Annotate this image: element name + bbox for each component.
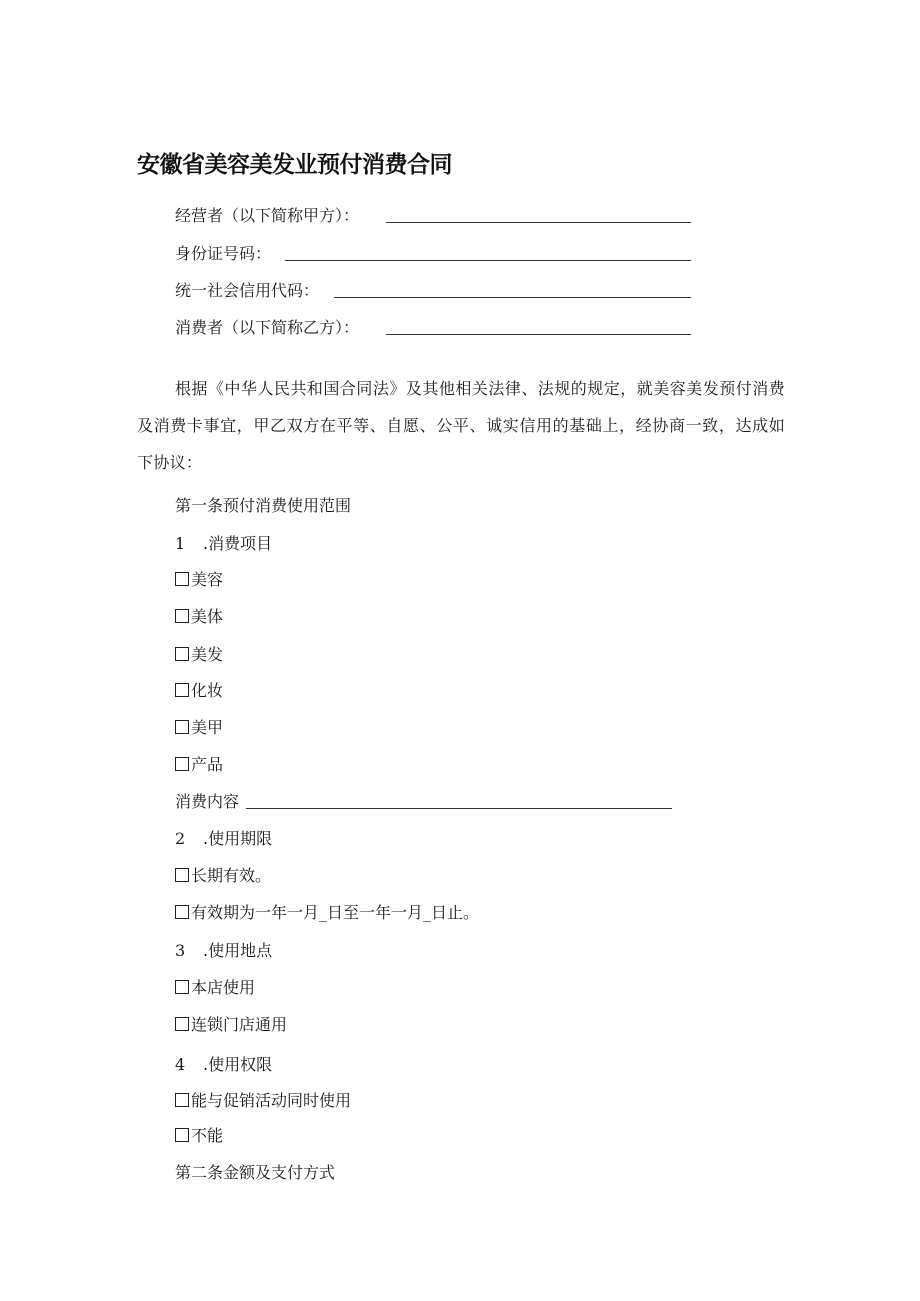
checkbox-icon[interactable] xyxy=(175,1017,189,1031)
consumer-field[interactable] xyxy=(386,334,691,335)
section1-title: .消费项目 xyxy=(203,534,273,553)
consumer-label: 消费者（以下简称乙方）： xyxy=(175,318,360,337)
option-label: 美甲 xyxy=(191,718,224,737)
checkbox-icon[interactable] xyxy=(175,609,189,623)
option-label: 能与促销活动同时使用 xyxy=(191,1091,352,1110)
preamble-paragraph: 根据《中华人民共和国合同法》及其他相关法律、法规的规定，就美容美发预付消费及消费卡事宜，甲乙双方在平等、自愿、公平、诚实信用的基础上，经协商一致，达成如下协议： xyxy=(137,379,785,472)
checkbox-icon[interactable] xyxy=(175,683,189,697)
option-label: 本店使用 xyxy=(191,978,256,997)
section3-heading xyxy=(175,941,272,961)
checkbox-icon[interactable] xyxy=(175,720,189,734)
article1-heading: 第一条预付消费使用范围 xyxy=(175,496,352,515)
option-item[interactable] xyxy=(175,645,223,665)
section2-number: 2 xyxy=(175,829,186,848)
checkbox-icon[interactable] xyxy=(175,757,189,771)
article2-heading: 第二条金额及支付方式 xyxy=(175,1163,336,1182)
operator-label: 经营者（以下简称甲方）： xyxy=(175,206,360,225)
section4-heading xyxy=(175,1055,272,1075)
section2-heading xyxy=(175,829,272,849)
option-item[interactable] xyxy=(175,718,223,738)
option-label: 连锁门店通用 xyxy=(191,1015,288,1034)
option-item[interactable] xyxy=(175,978,255,998)
section3-title: .使用地点 xyxy=(203,941,273,960)
option-item[interactable] xyxy=(175,903,479,923)
option-item[interactable] xyxy=(175,1015,287,1035)
option-label: 有效期为一年一月_日至一年一月_日止。 xyxy=(191,903,480,922)
operator-field[interactable] xyxy=(386,222,691,223)
checkbox-icon[interactable] xyxy=(175,1128,189,1142)
credit-code-label: 统一社会信用代码： xyxy=(175,281,320,300)
checkbox-icon[interactable] xyxy=(175,647,189,661)
section1-number: 1 xyxy=(175,534,186,553)
section1-heading xyxy=(175,534,272,554)
option-item[interactable] xyxy=(175,866,271,886)
page-title: 安徽省美容美发业预付消费合同 xyxy=(137,152,452,178)
option-item[interactable] xyxy=(175,755,223,775)
checkbox-icon[interactable] xyxy=(175,572,189,586)
option-item[interactable] xyxy=(175,681,223,701)
option-item[interactable] xyxy=(175,1126,223,1146)
option-item[interactable] xyxy=(175,1091,351,1111)
section4-number: 4 xyxy=(175,1055,186,1074)
option-label: 美体 xyxy=(191,607,224,626)
section4-title: .使用权限 xyxy=(203,1055,273,1074)
option-label: 长期有效。 xyxy=(191,866,272,885)
id-number-label: 身份证号码： xyxy=(175,244,272,263)
checkbox-icon[interactable] xyxy=(175,1093,189,1107)
section2-title: .使用期限 xyxy=(203,829,273,848)
option-label: 美发 xyxy=(191,645,224,664)
option-item[interactable] xyxy=(175,570,223,590)
checkbox-icon[interactable] xyxy=(175,905,189,919)
id-number-field[interactable] xyxy=(285,260,691,261)
checkbox-icon[interactable] xyxy=(175,868,189,882)
credit-code-field[interactable] xyxy=(334,297,691,298)
section3-number: 3 xyxy=(175,941,186,960)
option-label: 不能 xyxy=(191,1126,224,1145)
option-label: 美容 xyxy=(191,570,224,589)
checkbox-icon[interactable] xyxy=(175,980,189,994)
option-label: 产品 xyxy=(191,755,224,774)
content-field[interactable] xyxy=(246,808,672,809)
option-label: 化妆 xyxy=(191,681,224,700)
option-item[interactable] xyxy=(175,607,223,627)
content-label: 消费内容 xyxy=(175,792,240,811)
